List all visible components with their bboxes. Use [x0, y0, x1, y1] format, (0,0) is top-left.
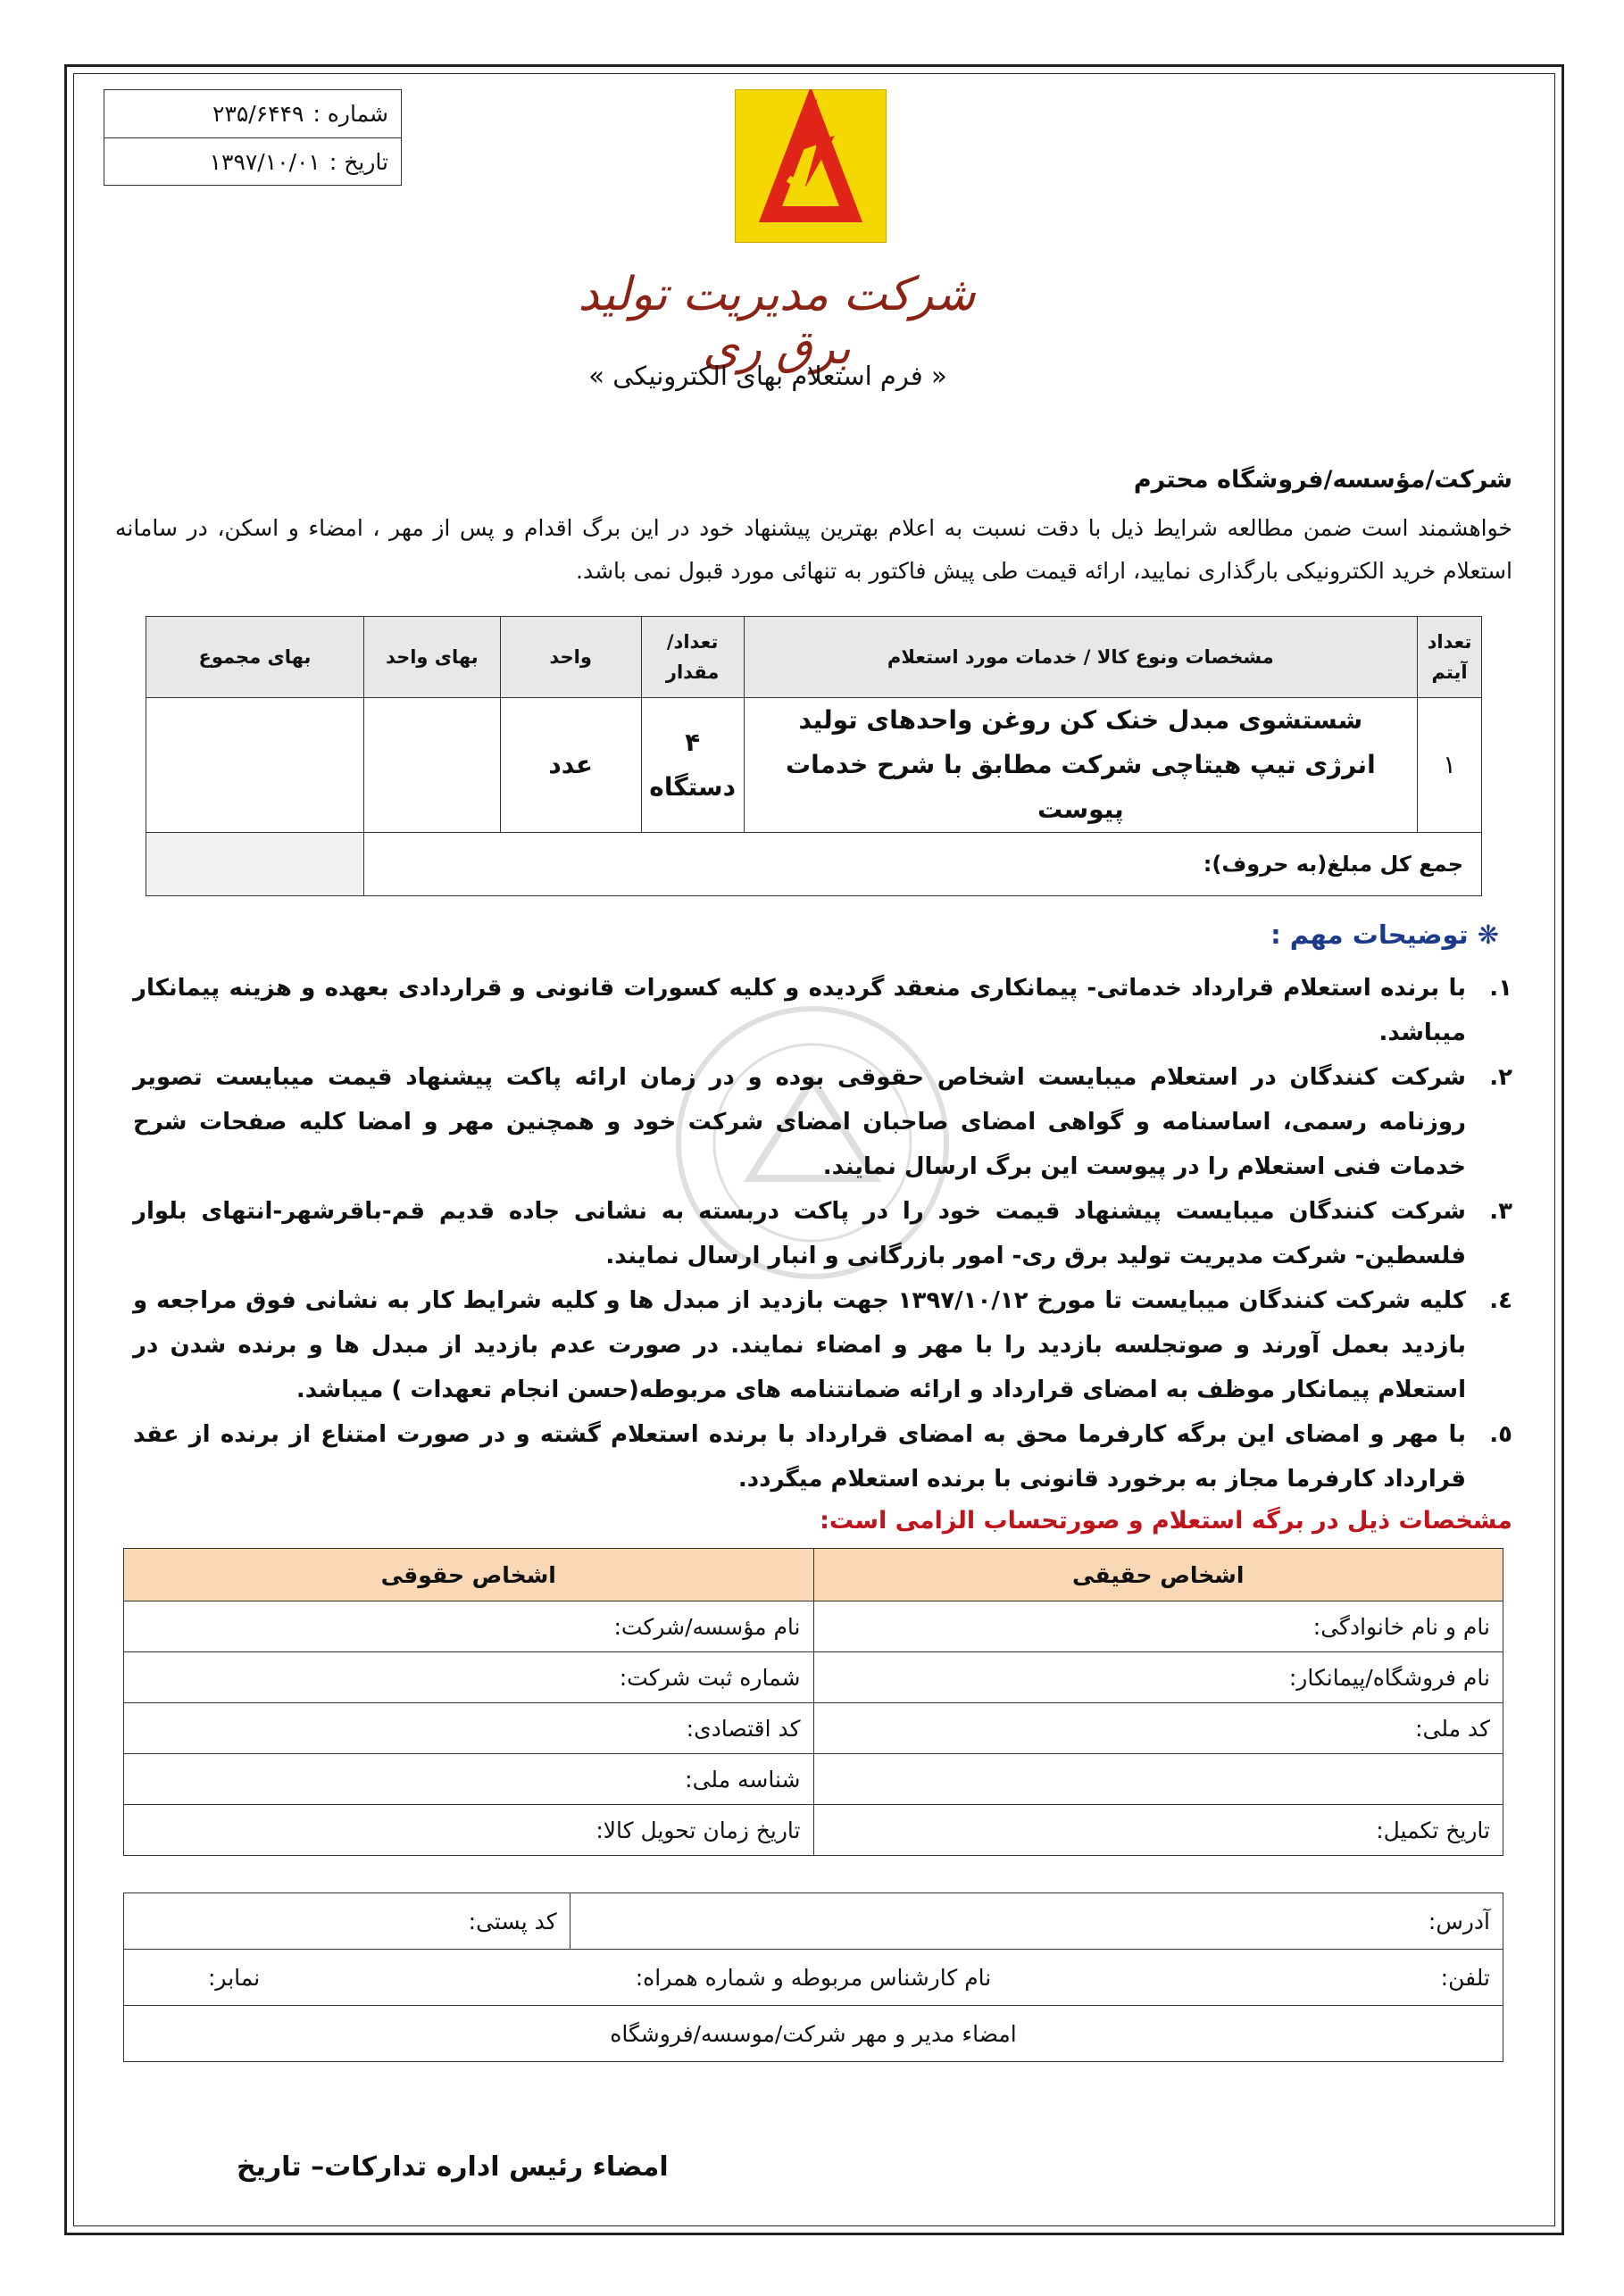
- salutation: شرکت/مؤسسه/فروشگاه محترم: [1133, 466, 1512, 494]
- legal-field-national-id[interactable]: شناسه ملی:: [124, 1754, 814, 1805]
- note-text: شرکت کنندگان میبایست پیشنهاد قیمت خود را در پاکت دربسته به نشانی جاده قدیم قم-باقرشهر-انتهای بلوار فلسطین- شرکت مدیریت تولید برق ری- امور بازرگانی و انبار ارسال نمایند.: [133, 1198, 1466, 1269]
- persons-header-row: [124, 1549, 1503, 1601]
- postal-code-field[interactable]: کد پستی:: [124, 1893, 570, 1950]
- expert-field[interactable]: نام کارشناس مربوطه و شماره همراه:: [635, 1964, 992, 1991]
- phone-field[interactable]: تلفن:: [1440, 1964, 1490, 1991]
- date-label: تاریخ :: [329, 149, 388, 175]
- phone-row-cell: [124, 1950, 1503, 2006]
- row-index: ۱: [1418, 698, 1482, 833]
- row-unit-price[interactable]: [363, 698, 500, 833]
- table-row: [124, 1703, 1503, 1754]
- sum-value[interactable]: [146, 833, 364, 896]
- row-quantity: ۴ دستگاه: [641, 698, 744, 833]
- notes-title: [1270, 919, 1499, 950]
- chief-signature: امضاء رئیس اداره تدارکات– تاریخ: [237, 2151, 669, 2183]
- header-quantity: تعداد/ مقدار: [641, 617, 744, 698]
- number-value: ۲۳۵/۶۴۴۹: [212, 101, 304, 127]
- table-row: [124, 1950, 1503, 2006]
- address-field[interactable]: آدرس:: [570, 1893, 1503, 1950]
- row-total-price[interactable]: [146, 698, 364, 833]
- note-text: شرکت کنندگان در استعلام میبایست اشخاص حقوقی بوده و در زمان ارائه پاکت پیشنهاد قیمت میبایست تصویر روزنامه رسمی، اساسنامه و گواهی امضای صاحبان امضای شرکت خود و همچنین مهر و امضا کلیه صفحات شرح خدمات فنی استعلام را در پیوست این برگ ارسال نمایند.: [133, 1064, 1466, 1180]
- company-name: شرکت مدیریت تولید برق ری: [578, 268, 976, 375]
- legal-field-company[interactable]: نام مؤسسه/شرکت:: [124, 1601, 814, 1652]
- list-item: [133, 966, 1512, 1055]
- note-number: ٤.: [1489, 1287, 1512, 1314]
- date-value: ۱۳۹۷/۱۰/۰۱: [209, 149, 321, 175]
- items-header-row: [146, 617, 1482, 698]
- number-label: شماره :: [312, 101, 388, 127]
- notes-title-text: توضیحات مهم :: [1270, 919, 1469, 950]
- legal-field-registration[interactable]: شماره ثبت شرکت:: [124, 1652, 814, 1703]
- table-row: [124, 2006, 1503, 2062]
- persons-table: [123, 1548, 1503, 1856]
- notes-list: [133, 966, 1512, 1502]
- manager-signature-field[interactable]: امضاء مدیر و مهر شرکت/موسسه/فروشگاه: [124, 2006, 1503, 2062]
- natural-field-empty[interactable]: [813, 1754, 1503, 1805]
- list-item: [133, 1412, 1512, 1502]
- power-plant-logo-icon: [735, 89, 887, 243]
- phone-row: [137, 1965, 1490, 1991]
- note-number: ۳.: [1489, 1198, 1512, 1225]
- list-item: [133, 1278, 1512, 1412]
- natural-field-national-code[interactable]: کد ملی:: [813, 1703, 1503, 1754]
- note-number: ٥.: [1489, 1421, 1512, 1448]
- intro-paragraph: خواهشمند است ضمن مطالعه شرایط ذیل با دقت نسبت به اعلام بهترین پیشنهاد خود در این برگ اقدام و پس از مهر ، امضاء و اسکن، در سامانه استعلام خرید الکترونیکی بارگذاری نمایید، ارائه قیمت طی پیش فاکتور به تنهائی مورد قبول نمی باشد.: [115, 515, 1512, 584]
- fax-field[interactable]: نمابر:: [208, 1964, 261, 1991]
- note-text: با مهر و امضای این برگه کارفرما محق به امضای قرارداد با برنده استعلام گشته و در صورت امتناع از برنده از عقد قرارداد کارفرما مجاز به برخورد قانونی با برنده استعلام میگردد.: [133, 1421, 1466, 1493]
- header-total-price: بهای مجموع: [146, 617, 364, 698]
- header-unit: واحد: [500, 617, 641, 698]
- sum-label: جمع کل مبلغ(به حروف):: [363, 833, 1481, 896]
- header-description: مشخصات ونوع کالا / خدمات مورد استعلام: [744, 617, 1417, 698]
- legal-field-economic-code[interactable]: کد اقتصادی:: [124, 1703, 814, 1754]
- required-info-title: مشخصات ذیل در برگه استعلام و صورتحساب الزامی است:: [820, 1507, 1512, 1535]
- note-text: با برنده استعلام قرارداد خدماتی- پیمانکاری منعقد گردیده و کلیه کسورات قانونی و قراردادی بعهده و هزینه پیمانکار میباشد.: [133, 975, 1466, 1046]
- note-number: ۱.: [1489, 975, 1512, 1002]
- asterisk-icon: ❋: [1468, 919, 1499, 950]
- natural-field-completion-date[interactable]: تاریخ تکمیل:: [813, 1805, 1503, 1856]
- table-row: [124, 1805, 1503, 1856]
- note-text: کلیه شرکت کنندگان میبایست تا مورخ ۱۳۹۷/۱۰/۱۲ جهت بازدید از مبدل ها و کلیه شرایط کار به نشانی فوق مراجعه و بازدید بعمل آورند و صوتجلسه بازدید را با مهر و امضاء نمایند. در صورت عدم بازدید از مبدل ها و برنده شدن در استعلام پیمانکار موظف به امضای قرارداد و ارائه ضمانتنامه های مربوطه(حسن انجام تعهدات ) میباشد.: [133, 1287, 1466, 1403]
- table-row: [124, 1601, 1503, 1652]
- list-item: [133, 1189, 1512, 1278]
- contact-table: [123, 1893, 1503, 2062]
- natural-persons-header: اشخاص حقیقی: [813, 1549, 1503, 1601]
- row-description: شستشوی مبدل خنک کن روغن واحدهای تولید انرژی تیپ هیتاچی شرکت مطابق با شرح خدمات پیوست: [744, 698, 1417, 833]
- row-unit: عدد: [500, 698, 641, 833]
- table-row: [124, 1652, 1503, 1703]
- natural-field-name[interactable]: نام و نام خانوادگی:: [813, 1601, 1503, 1652]
- table-row: [146, 698, 1482, 833]
- reference-box: [104, 89, 402, 186]
- form-title: « فرم استعلام بهای الکترونیکی »: [588, 361, 947, 391]
- table-row: [124, 1754, 1503, 1805]
- note-number: ۲.: [1489, 1064, 1512, 1091]
- sum-row: [146, 833, 1482, 896]
- natural-field-shop[interactable]: نام فروشگاه/پیمانکار:: [813, 1652, 1503, 1703]
- list-item: [133, 1055, 1512, 1189]
- legal-persons-header: اشخاص حقوقی: [124, 1549, 814, 1601]
- table-row: [124, 1893, 1503, 1950]
- date-row: [104, 137, 401, 186]
- items-table: [146, 616, 1482, 896]
- number-row: [104, 90, 401, 137]
- header-item-count: تعداد آیتم: [1418, 617, 1482, 698]
- legal-field-delivery-date[interactable]: تاریخ زمان تحویل کالا:: [124, 1805, 814, 1856]
- header-unit-price: بهای واحد: [363, 617, 500, 698]
